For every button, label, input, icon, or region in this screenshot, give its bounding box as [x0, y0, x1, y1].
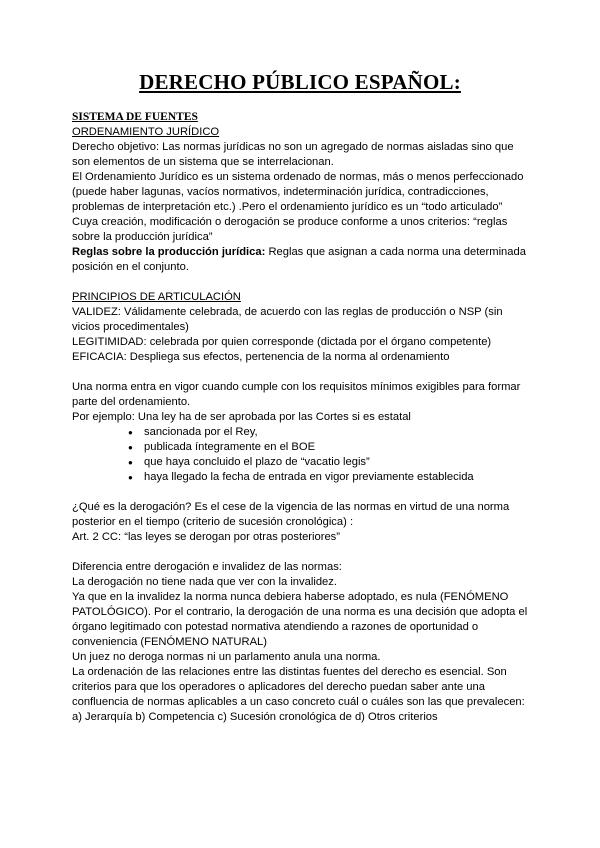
text-line: parte del ordenamiento.: [72, 396, 191, 408]
subheading-principios-de-articulacion: PRINCIPIOS DE ARTICULACIÓN: [72, 291, 241, 303]
text-line: Cuya creación, modificación o derogación se produce conforme a unos criterios: “reglas: [72, 216, 508, 228]
text-line: El Ordenamiento Jurídico es un sistema ordenado de normas, más o menos perfeccionado: [72, 171, 524, 183]
text-line: PATOLÓGICO). Por el contrario, la derogación de una norma es una decisión que adopta el: [72, 606, 528, 618]
subheading-ordenamiento-juridico: ORDENAMIENTO JURÍDICO: [72, 126, 220, 138]
requirements-list: [72, 425, 534, 485]
text-line: posterior en el tiempo (criterio de sucesión cronológica) :: [72, 516, 354, 528]
document-body: [72, 110, 534, 725]
text-line: Un juez no deroga normas ni un parlamento anula una norma.: [72, 651, 381, 663]
text-line: EFICACIA: Despliega sus efectos, pertenencia de la norma al ordenamiento: [72, 351, 450, 363]
text-line: La ordenación de las relaciones entre las distintas fuentes del derecho es esencial. Son: [72, 666, 507, 678]
text-line: La derogación no tiene nada que ver con la invalidez.: [72, 576, 337, 588]
document-title: DERECHO PÚBLICO ESPAÑOL:: [139, 70, 461, 94]
text-line: (puede haber lagunas, vacíos normativos, indeterminación jurídica, contradicciones,: [72, 186, 489, 198]
list-item: ● publicada íntegramente en el BOE: [72, 440, 534, 455]
text-line: son elementos de un sistema que se interrelacionan.: [72, 156, 334, 168]
text-line: sobre la producción jurídica”: [72, 231, 213, 243]
text-line: confluencia de normas aplicables a un caso concreto cuál o cuáles son las que prevalecen:: [72, 696, 525, 708]
text-line: órgano legitimado con potestad normativa atendiendo a razones de oportunidad o: [72, 621, 479, 633]
reglas-paragraph: [72, 245, 534, 260]
text-line: a) Jerarquía b) Competencia c) Sucesión cronológica de d) Otros criterios: [72, 711, 438, 723]
text-line: vicios procedimentales): [72, 321, 189, 333]
text-line: criterios para que los operadores o aplicadores del derecho puedan saber ante una: [72, 681, 485, 693]
text-line: VALIDEZ: Válidamente celebrada, de acuerdo con las reglas de producción o NSP (sin: [72, 306, 503, 318]
text-line: Por ejemplo: Una ley ha de ser aprobada por las Cortes si es estatal: [72, 411, 411, 423]
text-line: Derecho objetivo: Las normas jurídicas no son un agregado de normas aisladas sino que: [72, 141, 514, 153]
text-line: Diferencia entre derogación e invalidez de las normas:: [72, 561, 342, 573]
text-line: Una norma entra en vigor cuando cumple con los requisitos mínimos exigibles para formar: [72, 381, 521, 393]
text-line: Ya que en la invalidez la norma nunca debiera haberse adoptado, es nula (FENÓMENO: [72, 591, 509, 603]
reglas-label: Reglas sobre la producción jurídica:: [72, 246, 266, 258]
list-item: ● que haya concluido el plazo de “vacatio legis”: [72, 455, 534, 470]
text-line: Art. 2 CC: “las leyes se derogan por otras posteriores”: [72, 531, 340, 543]
text-line: posición en el conjunto.: [72, 261, 189, 273]
list-item: ● haya llegado la fecha de entrada en vigor previamente establecida: [72, 470, 534, 485]
text-line: LEGITIMIDAD: celebrada por quien corresponde (dictada por el órgano competente): [72, 336, 492, 348]
text-line: ¿Qué es la derogación? Es el cese de la vigencia de las normas en virtud de una norma: [72, 501, 510, 513]
list-item: ● sancionada por el Rey,: [72, 425, 534, 440]
text-line: problemas de interpretación etc.) .Pero el ordenamiento jurídico es un “todo articulado”: [72, 201, 503, 213]
text-line: conveniencia (FENÓMENO NATURAL): [72, 636, 267, 648]
reglas-text: Reglas que asignan a cada norma una determinada: [265, 246, 526, 258]
section-heading-sistema-de-fuentes: SISTEMA DE FUENTES: [72, 111, 198, 123]
